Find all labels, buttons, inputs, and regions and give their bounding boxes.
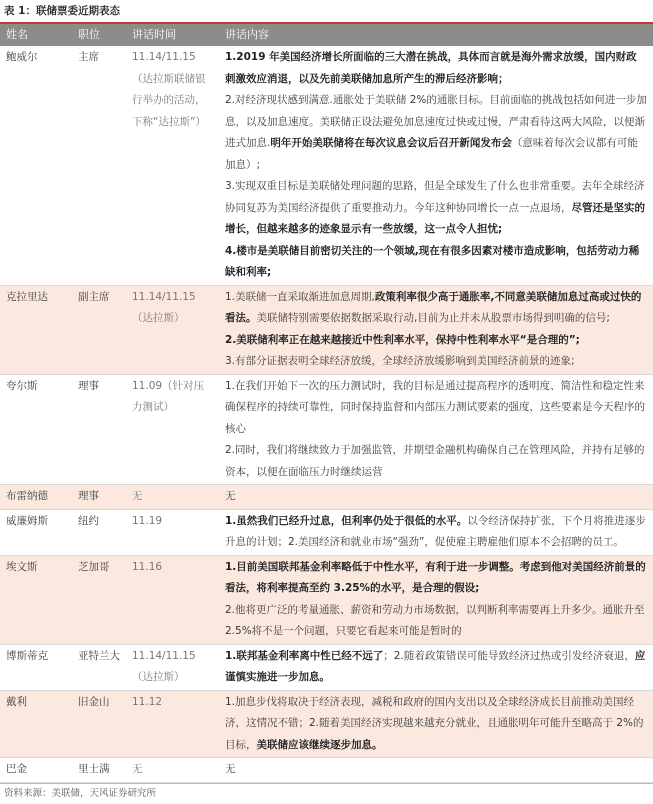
cell-position: 里士满 [78, 763, 110, 775]
cell-name: 鲍威尔 [6, 51, 38, 63]
header-content: 讲话内容 [225, 28, 269, 41]
cell-name: 布雷纳德 [6, 490, 48, 502]
cell-content [219, 485, 653, 509]
cell-time: 11.14/11.15（达拉斯） [132, 290, 196, 324]
content-paragraph [225, 557, 647, 600]
content-text: 3.实现双重目标是美联储处理问题的思路，但是全球发生了什么也非常重要。去年全球经济协同复苏为美国经济提供了重要推动力。今年这种协同增长一点一点退场， [225, 180, 645, 214]
content-paragraph [225, 692, 647, 757]
cell-content [219, 46, 653, 285]
content-paragraph [225, 90, 647, 176]
content-text: 无 [225, 490, 236, 502]
content-text: 1.加息步伐将取决于经济表现，减税和政府的国内支出以及全球经济成长目前推动美国经济，这情况不错；2.随着美国经济实现越来越充分就业，且通胀明年可能升至略高于 2%的目标， [225, 695, 644, 751]
content-paragraph [225, 47, 647, 90]
cell-content [219, 556, 653, 644]
cell-name: 威廉姆斯 [6, 514, 48, 527]
content-text: 1.在我们开始下一次的压力测试时，我的目标是通过提高程序的透明度、简洁性和稳定性来确保程序的持续可靠性，同时保持监督和内部压力测试要素的强度，这些要素是今天程序的核心 [225, 379, 645, 435]
content-paragraph [225, 600, 647, 643]
source-note: 资料来源：美联储，天风证券研究所 [0, 783, 653, 804]
content-paragraph [225, 330, 647, 352]
emphasized-text: 2.美联储利率正在越来越接近中性利率水平，保持中性利率水平“是合理的”; [225, 333, 580, 346]
table-row [0, 46, 653, 286]
content-paragraph [225, 440, 647, 483]
table-row [0, 510, 653, 556]
cell-time: 11.19 [132, 514, 163, 527]
cell-name: 戴利 [6, 695, 27, 708]
cell-time: 无 [132, 490, 143, 502]
content-paragraph [225, 646, 647, 689]
cell-content [219, 286, 653, 374]
content-text: 无 [225, 763, 236, 775]
cell-time: 11.16 [132, 560, 163, 573]
cell-time: 11.14/11.15（达拉斯） [132, 649, 196, 683]
cell-name: 夸尔斯 [6, 379, 38, 392]
content-paragraph [225, 759, 647, 781]
emphasized-text: 1.联邦基金利率离中性已经不远了 [225, 649, 384, 662]
cell-time: 11.09（针对压力测试） [132, 379, 205, 413]
content-text: 2.对经济现状感到满意.通胀处于美联储 2%的通胀目标。目前面临的挑战包括如何进一步加息，以及加息速度。美联储正设法避免加息速度过快或过慢，严肃看待这两大风险，以便渐进式加息. [225, 94, 647, 149]
content-text: 2.他将更广泛的考量通胀、薪资和劳动力市场数据，以判断利率需要再上升多少。通胀升至 2.5%将不是一个问题，只要它看起来可能是暂时的 [225, 603, 645, 637]
cell-content [219, 375, 653, 485]
content-text: （意味着每次会议都有可能加息）; [225, 137, 638, 171]
emphasized-text: 1.虽然我们已经升过息，但利率仍处于很低的水平。 [225, 514, 468, 527]
cell-time: 11.12 [132, 695, 163, 708]
emphasized-text: 政策利率很少高于通胀率,不同意美联储加息过高或过快的看法。 [225, 290, 642, 324]
table-header [0, 24, 653, 46]
content-text: 3.有部分证据表明全球经济放缓，全球经济放缓影响到美国经济前景的迹象; [225, 355, 575, 367]
emphasized-text: 4.楼市是美联储目前密切关注的一个领域,现在有很多因素对楼市造成影响，包括劳动力稀缺和利率; [225, 244, 640, 278]
emphasized-text: 尽管还是坚实的增长，但越来越多的迹象显示有一些放缓，这一点令人担忧; [225, 201, 645, 235]
table-row [0, 645, 653, 691]
header-position: 职位 [78, 28, 100, 41]
cell-name: 埃文斯 [6, 560, 38, 573]
content-text: 美联储特别需要依据数据采取行动,目前为止并未从股票市场得到明确的信号; [256, 312, 610, 324]
cell-name: 巴金 [6, 763, 27, 775]
content-paragraph [225, 287, 647, 330]
table-row [0, 485, 653, 510]
content-paragraph [225, 176, 647, 241]
content-text: 以令经济保持扩张，下个月将推进逐步升息的计划；2.美国经济和就业市场“强劲”，促使雇主聘雇他们原本不会招聘的员工。 [225, 514, 646, 548]
emphasized-text: 美联储应该继续逐步加息。 [256, 738, 383, 751]
content-paragraph [225, 486, 647, 508]
table-row [0, 556, 653, 645]
cell-position: 旧金山 [78, 695, 110, 708]
cell-time: 11.14/11.15（达拉斯联储银行举办的活动，下称“达拉斯”） [132, 51, 206, 128]
cell-position: 芝加哥 [78, 560, 110, 573]
cell-time: 无 [132, 763, 143, 775]
emphasized-text: 明年开始美联储将在每次议息会议后召开新闻发布会 [270, 137, 512, 149]
header-time: 讲话时间 [132, 28, 176, 41]
content-paragraph [225, 351, 647, 373]
emphasized-text: 1.目前美国联邦基金利率略低于中性水平，有利于进一步调整。考虑到他对美国经济前景的看法，将利率提高至约 3.25%的水平，是合理的假设; [225, 560, 646, 594]
content-text: 1.美联储一直采取渐进加息周期, [225, 290, 375, 303]
cell-content [219, 691, 653, 758]
emphasized-text: 应谨慎实施进一步加息。 [225, 649, 646, 683]
content-paragraph [225, 241, 647, 284]
cell-position: 纽约 [78, 514, 99, 527]
cell-position: 主席 [78, 51, 99, 63]
cell-position: 副主席 [78, 290, 110, 303]
cell-content [219, 758, 653, 782]
cell-position: 理事 [78, 490, 99, 502]
cell-content [219, 645, 653, 690]
emphasized-text: 1.2019 年美国经济增长所面临的三大潜在挑战，具体而言就是海外需求放缓，国内财政刺激效应消退，以及先前美联储加息所产生的滞后经济影响； [225, 51, 637, 85]
cell-position: 亚特兰大 [78, 649, 120, 662]
table-row [0, 691, 653, 759]
table-title: 表 1：联储票委近期表态 [4, 5, 120, 17]
table-body [0, 46, 653, 783]
cell-content [219, 510, 653, 555]
content-text: ；2.随着政策错误可能导致经济过热或引发经济衰退， [383, 649, 635, 662]
cell-name: 克拉里达 [6, 290, 48, 303]
header-name: 姓名 [6, 28, 28, 41]
table-row [0, 375, 653, 486]
content-paragraph [225, 376, 647, 441]
cell-position: 理事 [78, 379, 99, 392]
content-paragraph [225, 511, 647, 554]
content-text: 2.同时，我们将继续致力于加强监管，并期望金融机构确保自己在管理风险，并持有足够的资本，以便在面临压力时继续运营 [225, 444, 645, 478]
table-row [0, 286, 653, 375]
cell-name: 博斯蒂克 [6, 649, 48, 662]
